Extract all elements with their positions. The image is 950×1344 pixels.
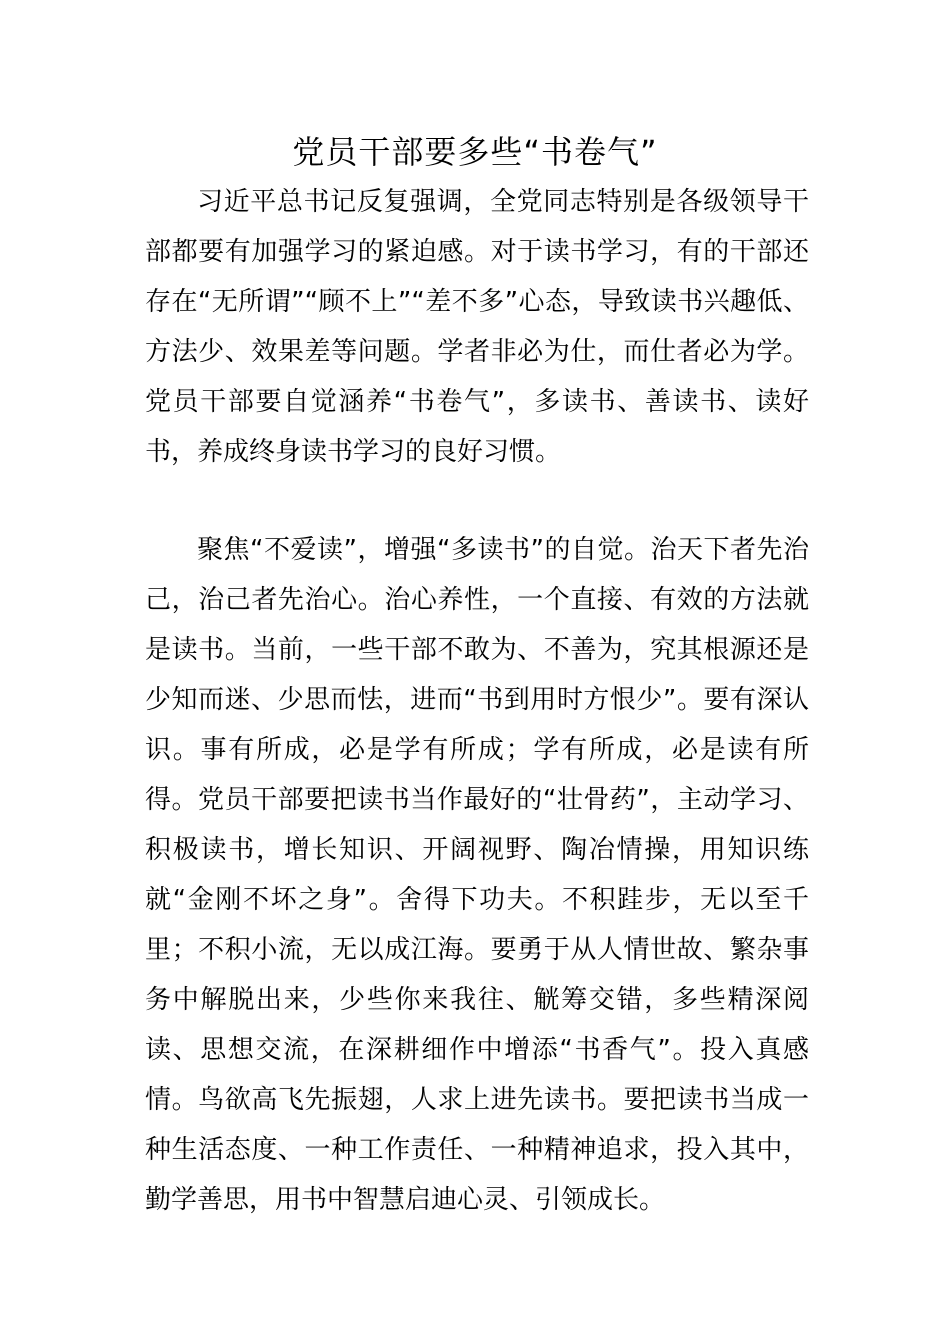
paragraph-intro: 习近平总书记反复强调，全党同志特别是各级领导干部都要有加强学习的紧迫感。对于读书学习，有的干部还存在“无所谓”“顾不上”“差不多”心态，导致读书兴趣低、方法少、效果差等问题。学者非必为仕，而仕者必为学。党员干部要自觉涵养“书卷气”，多读书、善读书、读好书，养成终身读书学习的良好习惯。 — [145, 187, 809, 467]
document-title: 党员干部要多些“书卷气” — [292, 133, 658, 171]
paragraph-focus-reading: 聚焦“不爱读”，增强“多读书”的自觉。治天下者先治己，治己者先治心。治心养性，一个直接、有效的方法就是读书。当前，一些干部不敢为、不善为，究其根源还是少知而迷、少思而怯，进而“书到用时方恨少”。要有深认识。事有所成，必是学有所成；学有所成，必是读有所得。党员干部要把读书当作最好的“壮骨药”，主动学习、积极读书，增长知识、开阔视野、陶冶情操，用知识练就“金刚不坏之身”。舍得下功夫。不积跬步，无以至千里；不积小流，无以成江海。要勇于从人情世故、繁杂事务中解脱出来，少些你来我往、觥筹交错，多些精深阅读、思想交流，在深耕细作中增添“书香气”。投入真感情。鸟欲高飞先振翅，人求上进先读书。要把读书当成一种生活态度、一种工作责任、一种精神追求，投入其中，勤学善思，用书中智慧启迪心灵、引领成长。 — [145, 535, 809, 1215]
